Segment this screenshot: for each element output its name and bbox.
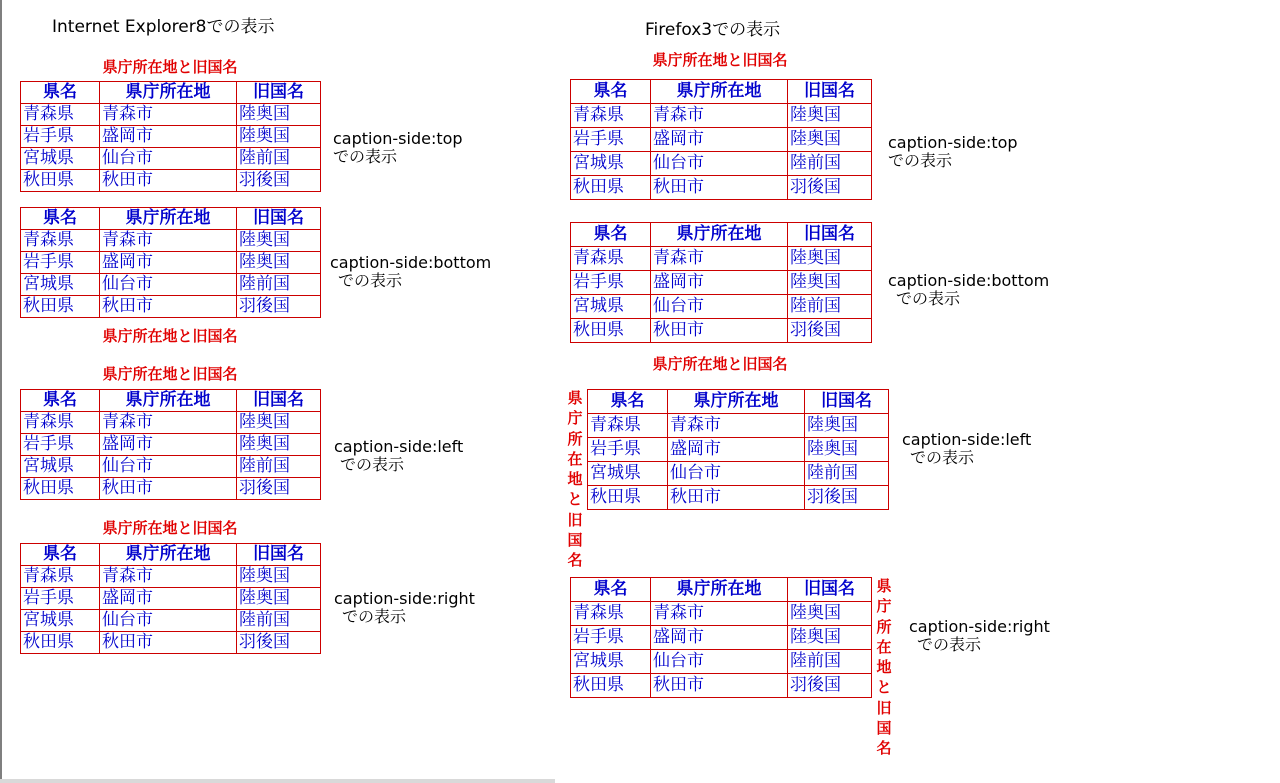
table-cell: 羽後国 bbox=[788, 674, 872, 698]
table-cell: 羽後国 bbox=[788, 319, 872, 343]
ie-bottom-caption: 県庁所在地と旧国名 bbox=[102, 327, 238, 345]
table-cell: 陸奥国 bbox=[237, 412, 321, 434]
table-row bbox=[21, 456, 321, 478]
note-line: での表示 bbox=[910, 448, 975, 467]
table-row bbox=[571, 319, 872, 343]
table-cell: 青森市 bbox=[668, 414, 805, 438]
table-row bbox=[588, 486, 889, 510]
table-cell: 秋田県 bbox=[21, 478, 100, 500]
table-row bbox=[21, 566, 321, 588]
ie-right-note bbox=[334, 590, 475, 626]
table-cell: 宮城県 bbox=[21, 456, 100, 478]
note-line: caption-side:bottom bbox=[330, 253, 492, 272]
table-cell: 羽後国 bbox=[237, 170, 321, 192]
table-cell: 秋田市 bbox=[100, 170, 237, 192]
ff-left-table bbox=[587, 389, 889, 510]
table-cell: 青森県 bbox=[21, 230, 100, 252]
note-line: での表示 bbox=[896, 289, 961, 308]
note-line: caption-side:left bbox=[902, 430, 1032, 449]
table-row bbox=[588, 438, 889, 462]
table-cell: 青森県 bbox=[21, 104, 100, 126]
ie-right-caption: 県庁所在地と旧国名 bbox=[102, 519, 238, 537]
table-row bbox=[21, 412, 321, 434]
column-header: 県庁所在地 bbox=[651, 578, 788, 602]
table-cell: 陸奥国 bbox=[237, 126, 321, 148]
ie-top-note bbox=[333, 130, 463, 166]
table-row bbox=[571, 128, 872, 152]
column-header: 県名 bbox=[588, 390, 668, 414]
table-cell: 秋田市 bbox=[100, 296, 237, 318]
table-cell: 青森市 bbox=[100, 412, 237, 434]
column-header: 県名 bbox=[571, 578, 651, 602]
ff-bottom-table bbox=[570, 222, 872, 343]
note-line: caption-side:top bbox=[333, 129, 463, 148]
table-cell: 秋田市 bbox=[651, 319, 788, 343]
table-cell: 羽後国 bbox=[237, 296, 321, 318]
table-row bbox=[21, 274, 321, 296]
note-line: caption-side:right bbox=[334, 589, 475, 608]
table-row bbox=[571, 152, 872, 176]
table-cell: 陸前国 bbox=[805, 462, 889, 486]
table-cell: 青森市 bbox=[100, 566, 237, 588]
table-cell: 陸前国 bbox=[237, 456, 321, 478]
ie-top-table bbox=[20, 81, 321, 192]
table-row bbox=[21, 434, 321, 456]
table-cell: 陸奥国 bbox=[788, 602, 872, 626]
note-line: での表示 bbox=[917, 635, 982, 654]
table-cell: 仙台市 bbox=[100, 610, 237, 632]
column-header: 県庁所在地 bbox=[100, 82, 237, 104]
table-cell: 陸奥国 bbox=[788, 104, 872, 128]
column-header: 旧国名 bbox=[237, 544, 321, 566]
table-cell: 陸前国 bbox=[237, 148, 321, 170]
table-cell: 盛岡市 bbox=[668, 438, 805, 462]
ff-left-note bbox=[902, 431, 1031, 467]
table-cell: 秋田県 bbox=[21, 170, 100, 192]
table-row bbox=[21, 610, 321, 632]
note-line: での表示 bbox=[333, 147, 398, 166]
table-row bbox=[588, 462, 889, 486]
table-cell: 岩手県 bbox=[571, 271, 651, 295]
table-cell: 岩手県 bbox=[21, 434, 100, 456]
table-row bbox=[571, 104, 872, 128]
table-cell: 盛岡市 bbox=[100, 434, 237, 456]
table-row bbox=[21, 478, 321, 500]
column-header: 旧国名 bbox=[788, 578, 872, 602]
table-cell: 岩手県 bbox=[21, 252, 100, 274]
table-header-row bbox=[21, 208, 321, 230]
table-row bbox=[571, 176, 872, 200]
table-cell: 陸奥国 bbox=[237, 252, 321, 274]
ff-top-table bbox=[570, 79, 872, 200]
table-cell: 岩手県 bbox=[571, 128, 651, 152]
table-cell: 仙台市 bbox=[100, 274, 237, 296]
table-row bbox=[21, 632, 321, 654]
table-cell: 仙台市 bbox=[668, 462, 805, 486]
table-cell: 秋田県 bbox=[588, 486, 668, 510]
column-header: 県名 bbox=[571, 223, 651, 247]
table-row bbox=[21, 148, 321, 170]
table-cell: 盛岡市 bbox=[100, 126, 237, 148]
table-cell: 秋田市 bbox=[100, 478, 237, 500]
table-cell: 陸前国 bbox=[237, 274, 321, 296]
column-header: 県名 bbox=[21, 390, 100, 412]
table-row bbox=[571, 650, 872, 674]
column-header: 県名 bbox=[21, 208, 100, 230]
table-cell: 秋田市 bbox=[100, 632, 237, 654]
column-header: 県名 bbox=[21, 544, 100, 566]
table-cell: 陸前国 bbox=[788, 295, 872, 319]
ff-left-caption: 県庁所在地と旧国名 bbox=[567, 389, 583, 570]
note-line: での表示 bbox=[342, 607, 407, 626]
column-header: 県庁所在地 bbox=[100, 544, 237, 566]
table-header-row bbox=[588, 390, 889, 414]
table-cell: 盛岡市 bbox=[651, 128, 788, 152]
table-cell: 陸奥国 bbox=[788, 271, 872, 295]
table-cell: 宮城県 bbox=[21, 148, 100, 170]
table-cell: 青森市 bbox=[100, 104, 237, 126]
table-cell: 陸奥国 bbox=[788, 128, 872, 152]
note-line: caption-side:bottom bbox=[888, 271, 1050, 290]
table-cell: 秋田県 bbox=[21, 632, 100, 654]
table-cell: 青森県 bbox=[21, 412, 100, 434]
table-cell: 青森市 bbox=[651, 602, 788, 626]
ff-right-note bbox=[909, 618, 1050, 654]
table-cell: 仙台市 bbox=[651, 295, 788, 319]
table-cell: 羽後国 bbox=[788, 176, 872, 200]
column-header: 旧国名 bbox=[237, 82, 321, 104]
table-row bbox=[21, 230, 321, 252]
column-header: 旧国名 bbox=[788, 80, 872, 104]
table-cell: 宮城県 bbox=[571, 295, 651, 319]
table-row bbox=[21, 252, 321, 274]
table-cell: 青森市 bbox=[651, 104, 788, 128]
table-row bbox=[21, 170, 321, 192]
ff-bottom-caption: 県庁所在地と旧国名 bbox=[652, 355, 788, 373]
ie-bottom-note bbox=[330, 254, 491, 290]
table-cell: 宮城県 bbox=[21, 274, 100, 296]
ff-right-table bbox=[570, 577, 872, 698]
note-line: での表示 bbox=[338, 271, 403, 290]
table-cell: 秋田市 bbox=[668, 486, 805, 510]
table-cell: 仙台市 bbox=[651, 650, 788, 674]
column-header: 県庁所在地 bbox=[651, 223, 788, 247]
table-cell: 宮城県 bbox=[571, 650, 651, 674]
column-header: 旧国名 bbox=[805, 390, 889, 414]
table-row bbox=[21, 104, 321, 126]
table-cell: 陸奥国 bbox=[237, 230, 321, 252]
column-header: 県名 bbox=[571, 80, 651, 104]
table-row bbox=[571, 247, 872, 271]
table-cell: 秋田県 bbox=[571, 319, 651, 343]
table-header-row bbox=[571, 223, 872, 247]
table-row bbox=[571, 626, 872, 650]
table-cell: 宮城県 bbox=[571, 152, 651, 176]
table-row bbox=[21, 296, 321, 318]
table-header-row bbox=[21, 82, 321, 104]
ff-top-caption: 県庁所在地と旧国名 bbox=[652, 51, 788, 69]
ie-left-note bbox=[334, 438, 463, 474]
ff-top-note bbox=[888, 134, 1018, 170]
table-header-row bbox=[21, 544, 321, 566]
table-cell: 青森市 bbox=[100, 230, 237, 252]
ff-heading: Firefox3での表示 bbox=[645, 20, 781, 40]
table-cell: 仙台市 bbox=[651, 152, 788, 176]
table-row bbox=[588, 414, 889, 438]
column-header: 旧国名 bbox=[237, 208, 321, 230]
table-cell: 盛岡市 bbox=[651, 626, 788, 650]
column-header: 県庁所在地 bbox=[100, 208, 237, 230]
table-cell: 羽後国 bbox=[237, 478, 321, 500]
column-header: 県名 bbox=[21, 82, 100, 104]
table-cell: 盛岡市 bbox=[651, 271, 788, 295]
note-line: での表示 bbox=[340, 455, 405, 474]
table-cell: 盛岡市 bbox=[100, 588, 237, 610]
ie-right-table bbox=[20, 543, 321, 654]
table-cell: 青森市 bbox=[651, 247, 788, 271]
table-row bbox=[571, 674, 872, 698]
note-line: caption-side:right bbox=[909, 617, 1050, 636]
table-cell: 宮城県 bbox=[588, 462, 668, 486]
table-cell: 岩手県 bbox=[588, 438, 668, 462]
table-cell: 盛岡市 bbox=[100, 252, 237, 274]
table-cell: 秋田県 bbox=[571, 176, 651, 200]
table-cell: 青森県 bbox=[571, 247, 651, 271]
window-left-edge bbox=[0, 0, 2, 783]
column-header: 旧国名 bbox=[788, 223, 872, 247]
ie-left-table bbox=[20, 389, 321, 500]
table-cell: 青森県 bbox=[588, 414, 668, 438]
table-cell: 岩手県 bbox=[21, 126, 100, 148]
table-row bbox=[21, 588, 321, 610]
table-cell: 羽後国 bbox=[237, 632, 321, 654]
table-cell: 秋田市 bbox=[651, 176, 788, 200]
table-header-row bbox=[571, 578, 872, 602]
table-cell: 青森県 bbox=[571, 602, 651, 626]
table-cell: 岩手県 bbox=[21, 588, 100, 610]
table-row bbox=[571, 602, 872, 626]
ie-top-caption: 県庁所在地と旧国名 bbox=[102, 58, 238, 76]
table-cell: 陸奥国 bbox=[805, 414, 889, 438]
table-cell: 陸前国 bbox=[788, 152, 872, 176]
table-cell: 青森県 bbox=[21, 566, 100, 588]
table-cell: 陸奥国 bbox=[237, 588, 321, 610]
ff-right-caption: 県庁所在地と旧国名 bbox=[876, 577, 892, 758]
ff-bottom-note bbox=[888, 272, 1049, 308]
ie-bottom-table bbox=[20, 207, 321, 318]
column-header: 県庁所在地 bbox=[651, 80, 788, 104]
note-line: caption-side:left bbox=[334, 437, 464, 456]
scrollbar-track[interactable] bbox=[0, 779, 555, 783]
table-cell: 陸奥国 bbox=[237, 566, 321, 588]
table-cell: 陸前国 bbox=[237, 610, 321, 632]
table-cell: 陸奥国 bbox=[788, 626, 872, 650]
table-cell: 宮城県 bbox=[21, 610, 100, 632]
table-cell: 青森県 bbox=[571, 104, 651, 128]
table-row bbox=[571, 295, 872, 319]
table-cell: 陸奥国 bbox=[788, 247, 872, 271]
table-cell: 岩手県 bbox=[571, 626, 651, 650]
table-row bbox=[571, 271, 872, 295]
table-cell: 秋田県 bbox=[21, 296, 100, 318]
table-cell: 陸奥国 bbox=[237, 434, 321, 456]
column-header: 旧国名 bbox=[237, 390, 321, 412]
table-cell: 秋田市 bbox=[651, 674, 788, 698]
table-header-row bbox=[21, 390, 321, 412]
table-cell: 秋田県 bbox=[571, 674, 651, 698]
ie-heading: Internet Explorer8での表示 bbox=[52, 17, 275, 37]
ie-left-caption: 県庁所在地と旧国名 bbox=[102, 365, 238, 383]
table-cell: 陸前国 bbox=[788, 650, 872, 674]
table-cell: 仙台市 bbox=[100, 148, 237, 170]
note-line: での表示 bbox=[888, 151, 953, 170]
column-header: 県庁所在地 bbox=[100, 390, 237, 412]
table-header-row bbox=[571, 80, 872, 104]
table-cell: 羽後国 bbox=[805, 486, 889, 510]
table-cell: 仙台市 bbox=[100, 456, 237, 478]
table-cell: 陸奥国 bbox=[805, 438, 889, 462]
table-row bbox=[21, 126, 321, 148]
table-cell: 陸奥国 bbox=[237, 104, 321, 126]
column-header: 県庁所在地 bbox=[668, 390, 805, 414]
note-line: caption-side:top bbox=[888, 133, 1018, 152]
